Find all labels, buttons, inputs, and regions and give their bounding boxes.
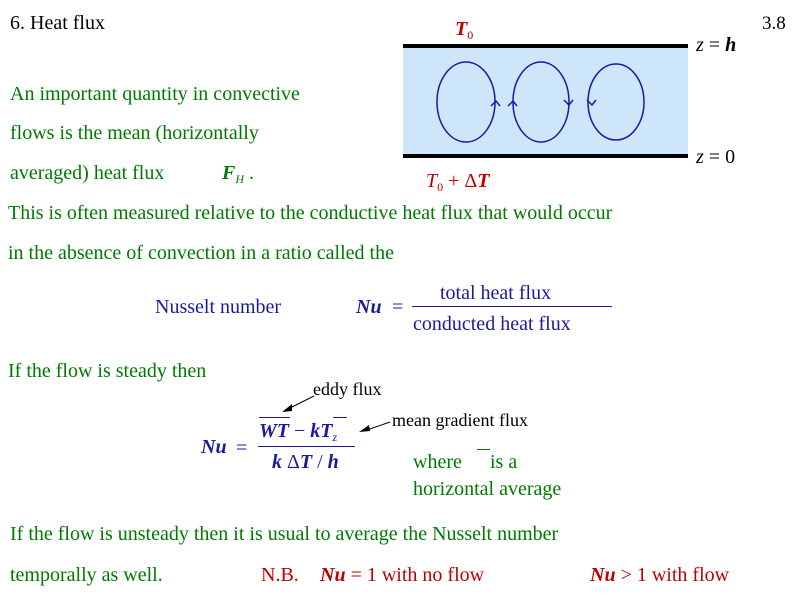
num-minus: − [294,420,306,442]
bottom-temperature-label [426,170,489,195]
nusselt-equals: = [392,296,404,318]
convection-layer-diagram [400,40,692,162]
top-h: h [725,34,737,56]
nb-flow-relation: > 1 [620,564,647,586]
top-z: z [696,34,704,56]
body-line-2: in the absence of convection in a ratio called the [8,242,394,264]
bottom-temp-plus: + Δ [448,170,478,192]
gradient-arrow-head [359,425,370,432]
bottom-temp-T: T [477,170,490,192]
steady-fraction-bar [258,446,355,447]
nusselt-denominator: conducted heat flux [413,313,571,335]
top-temp-subscript: 0 [467,28,474,42]
den-slash: / [317,451,323,473]
num-W: W [259,420,277,442]
where-line-1a: where [413,451,462,473]
bottom-zero: 0 [725,146,736,168]
top-eq: = [708,34,721,56]
num-k: k [310,420,321,442]
tz-overbar [333,417,347,418]
num-sub-z: z [332,430,338,444]
fh-letter: F [222,162,236,184]
nusselt-symbol: Nu [356,296,382,318]
intro-line-2: flows is the mean (horizontally [10,122,259,144]
fh-period: . [249,162,255,184]
steady-nu-symbol: Nu [201,436,227,458]
bottom-temp-subscript: 0 [437,180,444,194]
eddy-flux-label: eddy flux [313,379,382,399]
body-line-1: This is often measured relative to the conductive heat flux that would occur [8,202,613,224]
intro-line-1: An important quantity in convective [10,83,300,105]
den-h: h [327,451,339,473]
mean-gradient-flux-label: mean gradient flux [392,410,528,430]
num-T: T [276,420,290,442]
num-T2: T [320,420,333,442]
bottom-z: z [696,146,704,168]
steady-denominator [272,451,339,474]
intro-line-3: averaged) heat flux [10,162,165,184]
eddy-arrow-head [282,404,292,412]
nusselt-fraction-bar [412,306,612,307]
nb-no-flow-symbol: Nu [320,564,346,586]
den-k: k [272,451,282,473]
nb-flow-text: with flow [651,564,730,586]
nb-flow-symbol: Nu [590,564,616,586]
nusselt-numerator: total heat flux [440,282,552,304]
heat-flux-symbol [222,162,254,187]
nb-no-flow [320,564,484,587]
den-delta: Δ [287,451,300,473]
top-temp-symbol: T [455,18,468,40]
where-line-1b: is a [490,451,518,473]
nb-label: N.B. [261,564,299,586]
average-overbar-symbol [477,449,490,450]
nb-no-flow-text: with no flow [381,564,485,586]
steady-numerator [259,420,337,445]
nusselt-name: Nusselt number [155,296,282,318]
nb-no-flow-relation: = 1 [350,564,377,586]
fh-subscript: H [235,172,245,186]
steady-text: If the flow is steady then [8,360,207,382]
wt-overbar [259,417,290,418]
top-height-label [696,34,736,57]
steady-equals: = [236,437,248,459]
bottom-eq: = [708,146,721,168]
unsteady-line-2: temporally as well. [10,564,163,586]
bottom-height-label [696,146,735,169]
slide-title: 6. Heat flux [10,12,105,34]
unsteady-line-1: If the flow is unsteady then it is usual to average the Nusselt number [10,523,559,545]
where-line-2: horizontal average [413,478,562,500]
nb-flow [590,564,729,587]
bottom-temp-symbol: T [426,170,438,192]
den-T: T [299,451,313,473]
slide-number: 3.8 [762,13,786,34]
